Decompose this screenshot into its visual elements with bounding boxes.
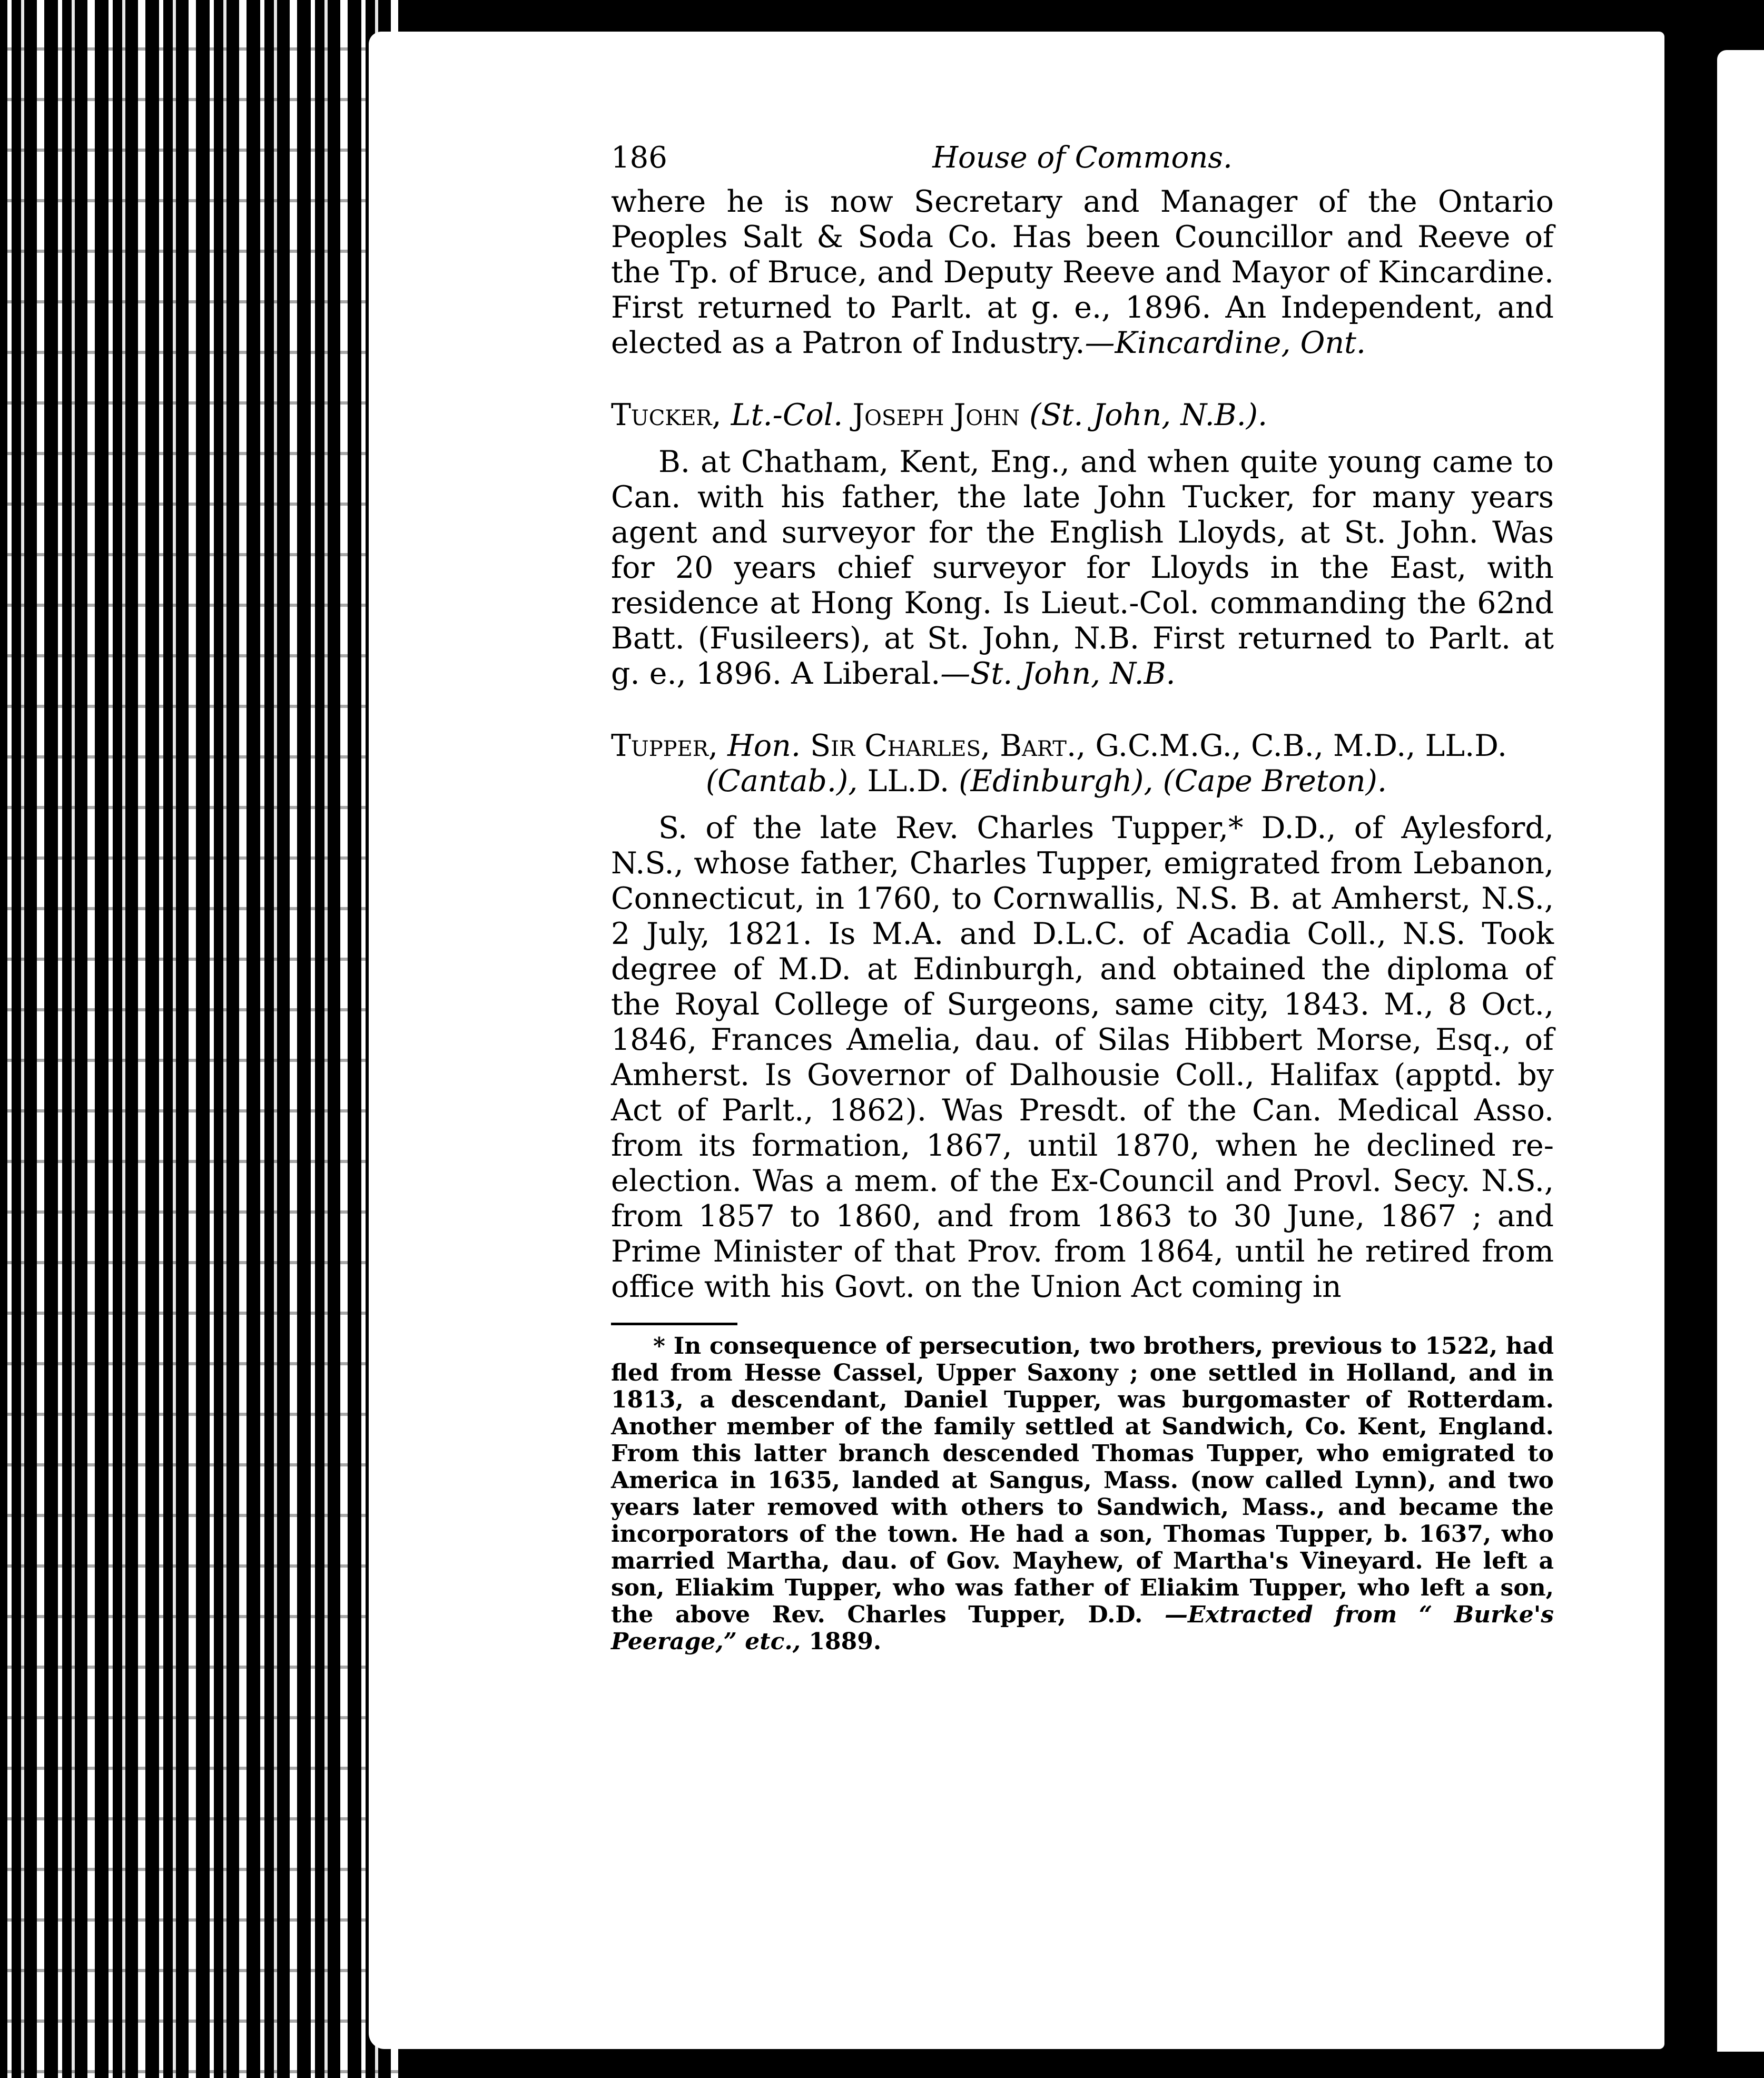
running-head [611, 132, 1554, 184]
footnote-year: 1889. [809, 1628, 882, 1655]
entry-given-name: Sir Charles, Bart., [810, 728, 1086, 763]
running-title: House of Commons. [932, 141, 1233, 175]
entry-constituency: (St. John, N.B.). [1029, 398, 1268, 432]
entry-heading-tupper [611, 728, 1554, 799]
entry-rank: Lt.-Col. [731, 398, 843, 432]
footnote-source: —Extracted from “ Burke's Peerage,” etc., [611, 1601, 1554, 1655]
scanned-page [369, 32, 1664, 2049]
footnote-text: * In consequence of persecution, two brothers, previous to 1522, had fled from Hesse Cassel, Upper Saxony ; one settled in Holland, and in 1813, a descendant, Daniel Tupper, was burgomaster of Rotterdam. Another member of the family settled at Sandwich, Co. Kent, England. From this latter branch descended Thomas Tupper, who emigrated to America in 1635, landed at Sangus, Mass. (now called Lynn), and two years later removed with others to Sandwich, Mass., and became the incorporators of the town. He had a son, Thomas Tupper, b. 1637, who married Martha, dau. of Gov. Mayhew, of Martha's Vineyard. He left a son, Eliakim Tupper, who was father of Eliakim Tupper, who left a son, the above Rev. Charles Tupper, D.D. [611, 1333, 1554, 1628]
continued-entry-text: where he is now Secretary and Manager of the Ontario Peoples Salt & Soda Co. Has been Councillor and Reeve of the Tp. of Bruce, and Deputy Reeve and Mayor of Kincardine. First returned to Parlt. at g. e., 1896. An Independent, and elected as a Patron of Industry. [611, 184, 1554, 360]
entry-given-name: Joseph John [852, 398, 1020, 432]
page-number: 186 [611, 141, 667, 175]
entry-rank: Hon. [727, 728, 801, 763]
facing-page-edge [1717, 50, 1764, 2052]
entry-body-text: B. at Chatham, Kent, Eng., and when quite young came to Can. with his father, the late John Tucker, for many years agent and surveyor for the English Lloyds, at St. John. Was for 20 years chief surveyor for Lloyds in the East, with residence at Hong Kong. Is Lieut.-Col. commanding the 62nd Batt. (Fusileers), at St. John, N.B. First returned to Parlt. at g. e., 1896. A Liberal. [611, 445, 1554, 691]
entry-body-text: S. of the late Rev. Charles Tupper,* D.D., of Aylesford, N.S., whose father, Charles Tupper, emigrated from Lebanon, Connecticut, in 1760, to Cornwallis, N.S. B. at Amherst, N.S., 2 July, 1821. Is M.A. and D.L.C. of Acadia Coll., N.S. Took degree of M.D. at Edinburgh, and obtained the diploma of the Royal College of Surgeons, same city, 1843. M., 8 Oct., 1846, Frances Amelia, dau. of Silas Hibbert Morse, Esq., of Amherst. Is Governor of Dalhousie Coll., Halifax (apptd. by Act of Parlt., 1862). Was Presdt. of the Can. Medical Asso. from its formation, 1867, until 1870, when he declined re-election. Was a mem. of the Ex-Council and Provl. Secy. N.S., from 1857 to 1860, and from 1863 to 30 June, 1867 ; and Prime Minister of that Prov. from 1864, until he retired from office with his Govt. on the Union Act coming in [611, 811, 1554, 1304]
entry-surname: Tupper, [611, 728, 718, 763]
entry-cantab: (Cantab.), [706, 764, 858, 799]
entry-surname: Tucker, [611, 398, 722, 432]
entry-heading-tucker [611, 398, 1554, 433]
entry-constituency: (Cape Breton). [1162, 764, 1387, 799]
page-content [611, 132, 1554, 1655]
continued-entry-place: —Kincardine, Ont. [1085, 326, 1366, 360]
footnote [611, 1333, 1554, 1655]
entry-body-tucker [611, 445, 1554, 692]
book-fore-edge [0, 0, 400, 2078]
entry-titles-2: LL.D. [867, 764, 950, 799]
footnote-rule [611, 1323, 737, 1325]
continued-entry [611, 184, 1554, 361]
entry-titles: G.C.M.G., C.B., M.D., LL.D. [1095, 728, 1507, 763]
entry-body-tupper [611, 811, 1554, 1305]
entry-edinburgh: (Edinburgh), [959, 764, 1154, 799]
entry-place: —St. John, N.B. [940, 656, 1176, 691]
